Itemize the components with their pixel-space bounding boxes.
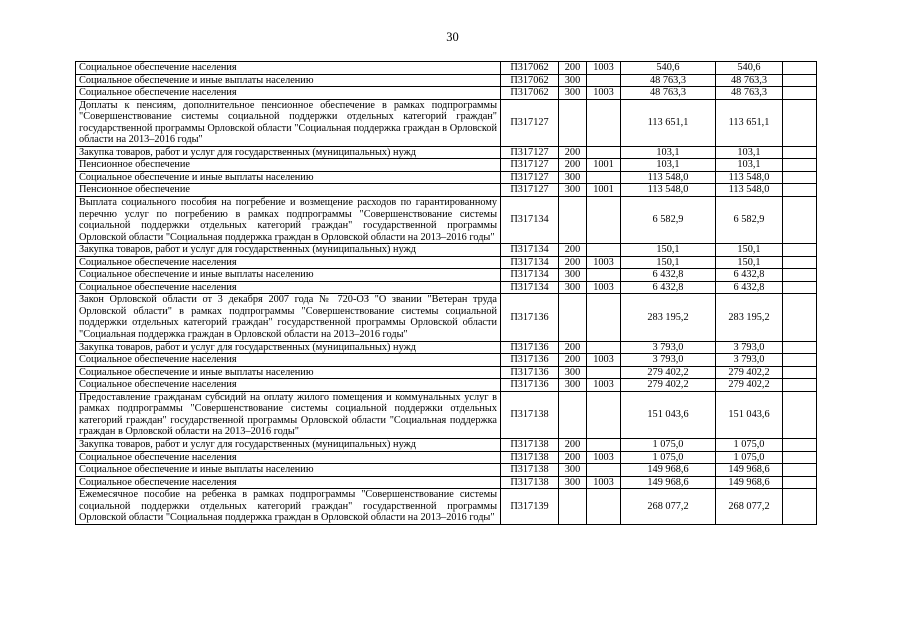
cell-item-name: Закупка товаров, работ и услуг для государственных (муниципальных) нужд	[76, 341, 501, 354]
cell-amount-2: 283 195,2	[716, 294, 783, 341]
cell-amount-2: 149 968,6	[716, 464, 783, 477]
cell-section-code	[587, 171, 621, 184]
cell-target-code: П317127	[501, 171, 559, 184]
cell-section-code: 1003	[587, 62, 621, 75]
cell-item-name: Пенсионное обеспечение	[76, 184, 501, 197]
cell-target-code: П317134	[501, 269, 559, 282]
cell-target-code: П317062	[501, 87, 559, 100]
cell-amount-2: 268 077,2	[716, 489, 783, 525]
cell-amount-1: 283 195,2	[621, 294, 716, 341]
cell-expense-type	[559, 197, 587, 244]
cell-item-name: Социальное обеспечение населения	[76, 281, 501, 294]
cell-section-code	[587, 146, 621, 159]
table-row	[76, 294, 817, 341]
cell-section-code	[587, 99, 621, 146]
cell-target-code: П317138	[501, 464, 559, 477]
table-row	[76, 146, 817, 159]
cell-item-name: Социальное обеспечение населения	[76, 476, 501, 489]
cell-item-name: Социальное обеспечение и иные выплаты населению	[76, 464, 501, 477]
table-row	[76, 99, 817, 146]
table-row	[76, 87, 817, 100]
cell-item-name: Социальное обеспечение населения	[76, 379, 501, 392]
cell-section-code: 1003	[587, 281, 621, 294]
cell-target-code: П317138	[501, 391, 559, 438]
cell-amount-1: 103,1	[621, 159, 716, 172]
table-row	[76, 197, 817, 244]
cell-item-name: Социальное обеспечение и иные выплаты населению	[76, 366, 501, 379]
table-row	[76, 476, 817, 489]
cell-amount-2: 48 763,3	[716, 87, 783, 100]
cell-expense-type: 300	[559, 184, 587, 197]
cell-item-name: Закон Орловской области от 3 декабря 2007 года № 720-ОЗ "О звании "Ветеран труда Орловской области" в рамках подпрограммы "Совершенствование системы социальной поддержки отдельных категорий граждан" государственной программы Орловской области "Социальная поддержка граждан в Орловской области на 2013–2016 годы"	[76, 294, 501, 341]
cell-item-name: Пенсионное обеспечение	[76, 159, 501, 172]
cell-section-code: 1003	[587, 451, 621, 464]
cell-expense-type: 300	[559, 269, 587, 282]
cell-target-code: П317136	[501, 341, 559, 354]
cell-item-name: Социальное обеспечение и иные выплаты населению	[76, 74, 501, 87]
cell-target-code: П317062	[501, 74, 559, 87]
cell-amount-3	[783, 197, 817, 244]
cell-target-code: П317138	[501, 476, 559, 489]
cell-expense-type	[559, 489, 587, 525]
table-row	[76, 171, 817, 184]
table-row	[76, 269, 817, 282]
cell-amount-2: 103,1	[716, 146, 783, 159]
cell-amount-3	[783, 184, 817, 197]
cell-section-code: 1003	[587, 379, 621, 392]
cell-expense-type: 200	[559, 438, 587, 451]
cell-amount-3	[783, 366, 817, 379]
cell-section-code: 1001	[587, 184, 621, 197]
cell-amount-2: 3 793,0	[716, 354, 783, 367]
cell-item-name: Социальное обеспечение населения	[76, 354, 501, 367]
table-row	[76, 451, 817, 464]
cell-amount-3	[783, 244, 817, 257]
table-row	[76, 159, 817, 172]
cell-target-code: П317136	[501, 294, 559, 341]
cell-section-code	[587, 269, 621, 282]
cell-section-code	[587, 244, 621, 257]
cell-amount-2: 150,1	[716, 244, 783, 257]
cell-amount-3	[783, 391, 817, 438]
cell-amount-2: 113 548,0	[716, 184, 783, 197]
cell-amount-3	[783, 99, 817, 146]
table-row	[76, 62, 817, 75]
cell-amount-3	[783, 256, 817, 269]
cell-amount-1: 113 651,1	[621, 99, 716, 146]
cell-amount-1: 149 968,6	[621, 476, 716, 489]
budget-table	[75, 61, 817, 525]
cell-expense-type: 300	[559, 171, 587, 184]
cell-target-code: П317127	[501, 99, 559, 146]
cell-item-name: Социальное обеспечение населения	[76, 256, 501, 269]
cell-amount-3	[783, 489, 817, 525]
cell-amount-2: 279 402,2	[716, 379, 783, 392]
cell-amount-1: 1 075,0	[621, 438, 716, 451]
cell-amount-1: 268 077,2	[621, 489, 716, 525]
budget-table-body	[76, 62, 817, 525]
cell-amount-2: 540,6	[716, 62, 783, 75]
cell-amount-3	[783, 464, 817, 477]
cell-amount-1: 48 763,3	[621, 74, 716, 87]
cell-amount-2: 1 075,0	[716, 451, 783, 464]
cell-section-code: 1003	[587, 87, 621, 100]
table-row	[76, 489, 817, 525]
cell-expense-type: 200	[559, 244, 587, 257]
cell-amount-2: 279 402,2	[716, 366, 783, 379]
table-row	[76, 184, 817, 197]
cell-target-code: П317134	[501, 256, 559, 269]
cell-amount-2: 151 043,6	[716, 391, 783, 438]
table-row	[76, 366, 817, 379]
table-row	[76, 464, 817, 477]
cell-section-code	[587, 74, 621, 87]
cell-amount-2: 113 548,0	[716, 171, 783, 184]
cell-amount-3	[783, 74, 817, 87]
cell-amount-3	[783, 269, 817, 282]
cell-amount-2: 48 763,3	[716, 74, 783, 87]
cell-amount-2: 6 582,9	[716, 197, 783, 244]
table-row	[76, 281, 817, 294]
cell-amount-2: 3 793,0	[716, 341, 783, 354]
cell-amount-1: 279 402,2	[621, 379, 716, 392]
cell-section-code	[587, 391, 621, 438]
cell-amount-1: 113 548,0	[621, 171, 716, 184]
table-row	[76, 74, 817, 87]
cell-expense-type: 300	[559, 87, 587, 100]
cell-item-name: Закупка товаров, работ и услуг для государственных (муниципальных) нужд	[76, 146, 501, 159]
cell-target-code: П317134	[501, 281, 559, 294]
cell-expense-type: 300	[559, 464, 587, 477]
cell-amount-2: 6 432,8	[716, 269, 783, 282]
cell-expense-type: 200	[559, 146, 587, 159]
cell-amount-3	[783, 62, 817, 75]
cell-section-code: 1003	[587, 476, 621, 489]
cell-target-code: П317127	[501, 159, 559, 172]
cell-amount-3	[783, 341, 817, 354]
table-row	[76, 354, 817, 367]
cell-item-name: Закупка товаров, работ и услуг для государственных (муниципальных) нужд	[76, 244, 501, 257]
cell-section-code: 1001	[587, 159, 621, 172]
cell-section-code	[587, 366, 621, 379]
cell-amount-1: 150,1	[621, 256, 716, 269]
cell-amount-3	[783, 438, 817, 451]
cell-item-name: Социальное обеспечение и иные выплаты населению	[76, 269, 501, 282]
cell-target-code: П317134	[501, 244, 559, 257]
cell-amount-1: 113 548,0	[621, 184, 716, 197]
cell-amount-2: 1 075,0	[716, 438, 783, 451]
cell-item-name: Социальное обеспечение населения	[76, 62, 501, 75]
cell-amount-1: 103,1	[621, 146, 716, 159]
cell-item-name: Выплата социального пособия на погребение и возмещение расходов по гарантированному перечню услуг по погребению в рамках подпрограммы "Совершенствование системы социальной поддержки отдельных категорий граждан" государственной программы Орловской области "Социальная поддержка граждан в Орловской области на 2013–2016 годы"	[76, 197, 501, 244]
cell-section-code	[587, 438, 621, 451]
cell-section-code	[587, 294, 621, 341]
cell-expense-type: 200	[559, 159, 587, 172]
cell-section-code	[587, 341, 621, 354]
cell-amount-3	[783, 354, 817, 367]
cell-expense-type: 200	[559, 354, 587, 367]
cell-amount-1: 3 793,0	[621, 341, 716, 354]
cell-section-code	[587, 197, 621, 244]
cell-amount-2: 6 432,8	[716, 281, 783, 294]
table-row	[76, 244, 817, 257]
cell-expense-type: 200	[559, 62, 587, 75]
cell-target-code: П317062	[501, 62, 559, 75]
cell-expense-type: 200	[559, 341, 587, 354]
cell-target-code: П317138	[501, 438, 559, 451]
cell-item-name: Социальное обеспечение населения	[76, 87, 501, 100]
cell-target-code: П317138	[501, 451, 559, 464]
cell-amount-3	[783, 379, 817, 392]
table-row	[76, 341, 817, 354]
cell-expense-type	[559, 294, 587, 341]
cell-target-code: П317127	[501, 146, 559, 159]
cell-section-code	[587, 464, 621, 477]
table-row	[76, 438, 817, 451]
cell-amount-1: 1 075,0	[621, 451, 716, 464]
cell-expense-type: 300	[559, 74, 587, 87]
cell-section-code	[587, 489, 621, 525]
cell-expense-type: 200	[559, 451, 587, 464]
cell-amount-1: 6 432,8	[621, 269, 716, 282]
cell-amount-2: 150,1	[716, 256, 783, 269]
cell-amount-1: 151 043,6	[621, 391, 716, 438]
table-row	[76, 379, 817, 392]
cell-expense-type: 300	[559, 476, 587, 489]
table-row	[76, 256, 817, 269]
cell-expense-type	[559, 99, 587, 146]
cell-amount-1: 149 968,6	[621, 464, 716, 477]
cell-amount-1: 6 582,9	[621, 197, 716, 244]
cell-amount-1: 6 432,8	[621, 281, 716, 294]
cell-expense-type: 300	[559, 366, 587, 379]
cell-amount-3	[783, 281, 817, 294]
cell-amount-3	[783, 159, 817, 172]
cell-item-name: Закупка товаров, работ и услуг для государственных (муниципальных) нужд	[76, 438, 501, 451]
cell-amount-3	[783, 451, 817, 464]
cell-target-code: П317127	[501, 184, 559, 197]
cell-amount-3	[783, 294, 817, 341]
cell-item-name: Ежемесячное пособие на ребенка в рамках подпрограммы "Совершенствование системы социальной поддержки отдельных категорий граждан" государственной программы Орловской области "Социальная поддержка граждан в Орловской области на 2013–2016 годы"	[76, 489, 501, 525]
cell-target-code: П317134	[501, 197, 559, 244]
cell-item-name: Доплаты к пенсиям, дополнительное пенсионное обеспечение в рамках подпрограммы "Совершенствование системы социальной поддержки отдельных категорий граждан" государственной программы Орловской области "Социальная поддержка граждан в Орловской области на 2013–2016 годы"	[76, 99, 501, 146]
cell-expense-type: 300	[559, 281, 587, 294]
cell-target-code: П317136	[501, 354, 559, 367]
cell-target-code: П317136	[501, 379, 559, 392]
cell-expense-type: 300	[559, 379, 587, 392]
cell-amount-1: 3 793,0	[621, 354, 716, 367]
cell-amount-1: 279 402,2	[621, 366, 716, 379]
cell-amount-2: 149 968,6	[716, 476, 783, 489]
cell-section-code: 1003	[587, 354, 621, 367]
page-number: 30	[446, 30, 459, 44]
cell-expense-type: 200	[559, 256, 587, 269]
cell-amount-3	[783, 87, 817, 100]
cell-item-name: Социальное обеспечение населения	[76, 451, 501, 464]
cell-section-code: 1003	[587, 256, 621, 269]
table-row	[76, 391, 817, 438]
cell-target-code: П317139	[501, 489, 559, 525]
cell-amount-1: 48 763,3	[621, 87, 716, 100]
cell-amount-1: 150,1	[621, 244, 716, 257]
cell-amount-2: 113 651,1	[716, 99, 783, 146]
cell-amount-2: 103,1	[716, 159, 783, 172]
cell-expense-type	[559, 391, 587, 438]
cell-amount-3	[783, 146, 817, 159]
cell-target-code: П317136	[501, 366, 559, 379]
cell-amount-3	[783, 476, 817, 489]
cell-amount-3	[783, 171, 817, 184]
cell-amount-1: 540,6	[621, 62, 716, 75]
cell-item-name: Социальное обеспечение и иные выплаты населению	[76, 171, 501, 184]
cell-item-name: Предоставление гражданам субсидий на оплату жилого помещения и коммунальных услуг в рамках подпрограммы "Совершенствование системы социальной поддержки отдельных категорий граждан" государственной программы Орловской области "Социальная поддержка граждан в Орловской области на 2013–2016 годы"	[76, 391, 501, 438]
